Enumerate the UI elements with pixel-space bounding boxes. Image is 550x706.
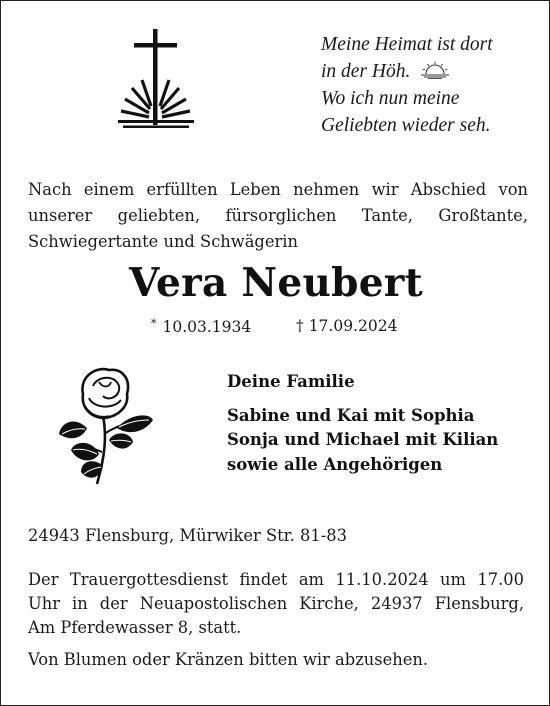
intro-line: Schwiegertante und Schwägerin <box>28 232 298 251</box>
service-info <box>28 568 524 640</box>
death-symbol: † <box>296 317 304 335</box>
cross-rising-sun-icon <box>113 29 201 131</box>
death-date: † 17.09.2024 <box>296 317 398 335</box>
sunset-icon <box>420 61 450 79</box>
family-heading: Deine Familie <box>227 372 355 391</box>
family-block <box>227 370 527 477</box>
poem <box>321 31 536 139</box>
deceased-name: Vera Neubert <box>129 260 423 306</box>
poem-line: Wo ich nun meine <box>321 88 460 109</box>
family-member: sowie alle Angehörigen <box>227 454 443 474</box>
intro-line: unserer geliebten, fürsorglichen Tante, Großtante, <box>28 206 528 225</box>
service-line: Am Pferdewasser 8, statt. <box>28 618 242 637</box>
family-member: Sonja und Michael mit Kilian <box>227 430 499 449</box>
address: 24943 Flensburg, Mürwiker Str. 81-83 <box>28 526 347 545</box>
closing-note: Von Blumen oder Kränzen bitten wir abzusehen. <box>28 650 429 669</box>
service-line: Der Trauergottesdienst findet am 11.10.2024 um 17.00 <box>28 570 524 589</box>
service-line: Uhr in der Neuapostolischen Kirche, 24937 Flensburg, <box>28 594 524 613</box>
family-member: Sabine und Kai mit Sophia <box>227 405 475 425</box>
poem-line: Geliebten wieder seh. <box>321 115 491 136</box>
intro-paragraph <box>28 177 528 255</box>
poem-line: Meine Heimat ist dort <box>321 34 493 55</box>
birth-symbol: * <box>151 317 157 330</box>
poem-line: in der Höh. <box>321 58 536 85</box>
birth-date: * 10.03.1934 <box>151 317 252 336</box>
rose-icon <box>57 366 161 488</box>
intro-line: Nach einem erfüllten Leben nehmen wir Abschied von <box>28 180 528 199</box>
